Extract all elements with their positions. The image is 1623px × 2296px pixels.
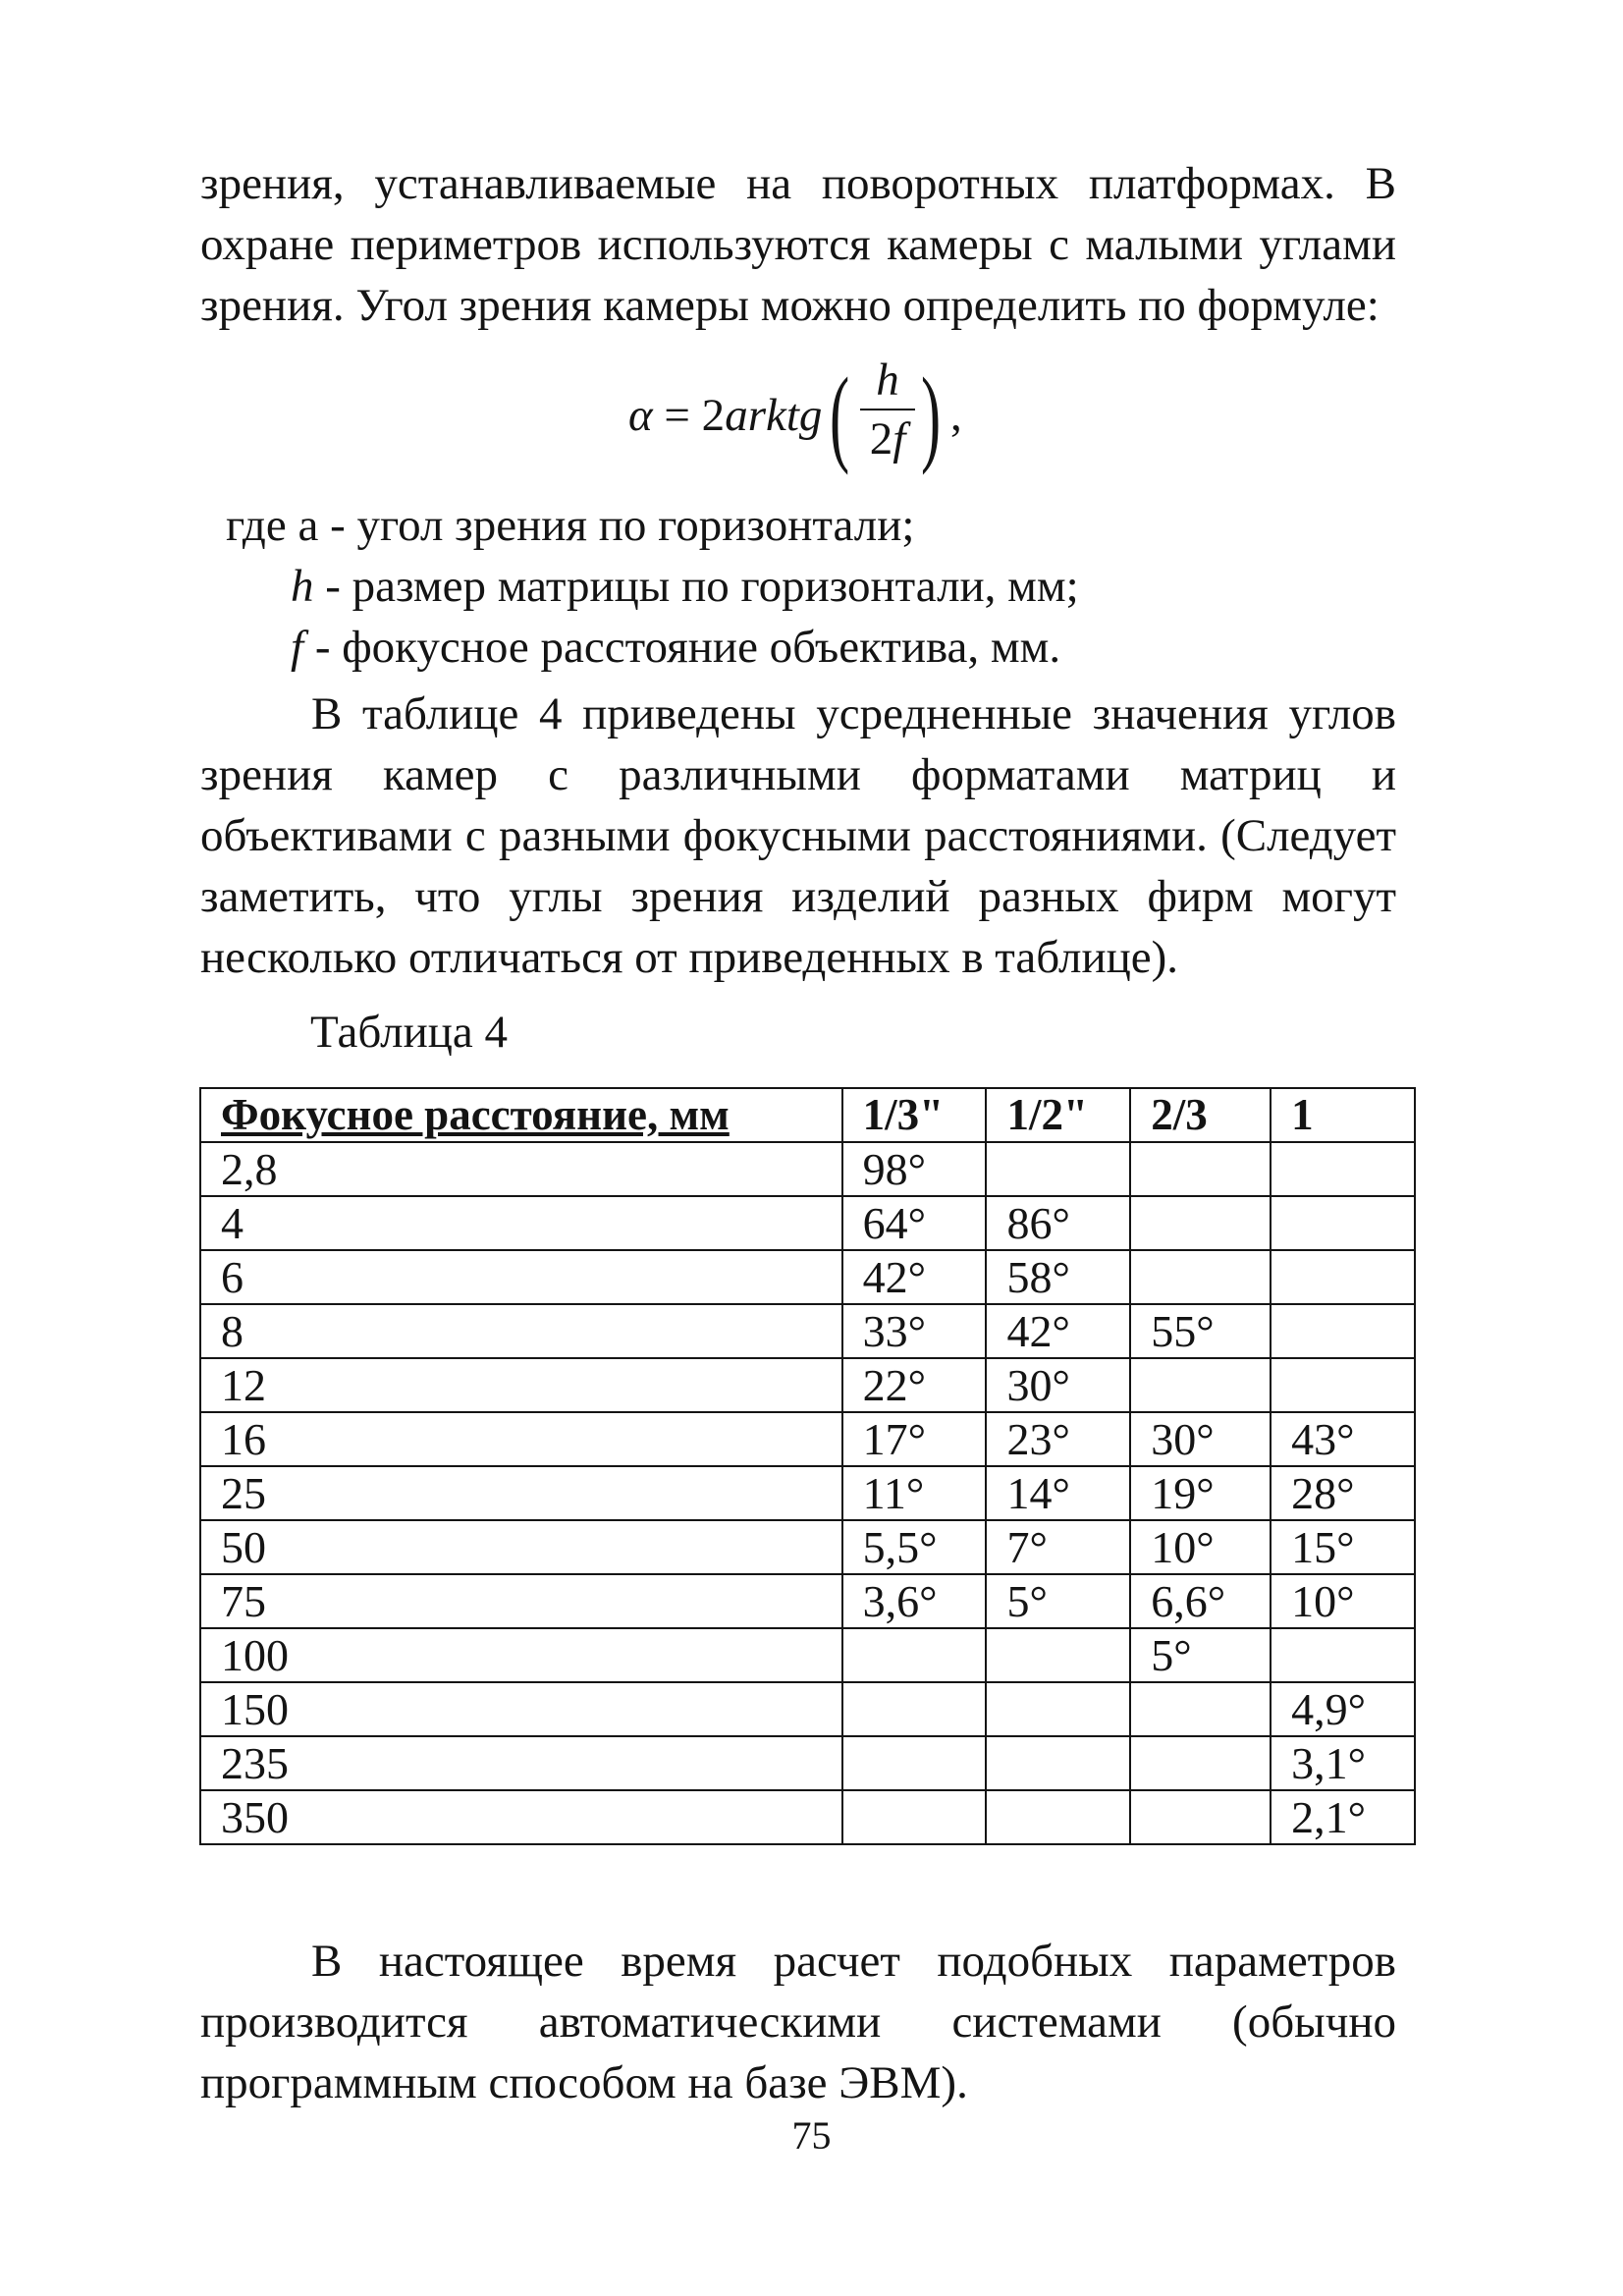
view-angle-cell: 5° [1130, 1628, 1271, 1682]
view-angle-cell: 11° [842, 1466, 987, 1520]
view-angle-cell [1271, 1358, 1415, 1412]
view-angle-cell: 5,5° [842, 1520, 987, 1574]
table-header-row [200, 1088, 1415, 1142]
view-angle-cell: 28° [1271, 1466, 1415, 1520]
table-row [200, 1790, 1415, 1844]
view-angle-cell: 10° [1271, 1574, 1415, 1628]
legend-h [291, 556, 1079, 617]
view-angle-cell: 42° [986, 1304, 1130, 1358]
view-angle-cell [842, 1790, 987, 1844]
view-angle-cell: 30° [1130, 1412, 1271, 1466]
focal-length-cell: 25 [200, 1466, 842, 1520]
formula-numerator: h [876, 355, 899, 406]
formula-fraction [856, 352, 919, 467]
focal-length-cell: 100 [200, 1628, 842, 1682]
view-angle-cell: 5° [986, 1574, 1130, 1628]
view-angle-cell [986, 1682, 1130, 1736]
focal-length-cell: 4 [200, 1196, 842, 1250]
view-angle-cell: 64° [842, 1196, 987, 1250]
focal-length-cell: 350 [200, 1790, 842, 1844]
view-angle-cell: 17° [842, 1412, 987, 1466]
focal-length-table [199, 1087, 1416, 1845]
view-angle-cell: 86° [986, 1196, 1130, 1250]
legend-h-text: - размер матрицы по горизонтали, мм; [313, 561, 1079, 612]
view-angle-cell [842, 1682, 987, 1736]
view-angle-cell: 55° [1130, 1304, 1271, 1358]
view-angle-cell: 33° [842, 1304, 987, 1358]
view-angle-cell [842, 1628, 987, 1682]
focal-length-cell: 50 [200, 1520, 842, 1574]
table-body [200, 1142, 1415, 1844]
view-angle-cell [986, 1628, 1130, 1682]
focal-length-cell: 150 [200, 1682, 842, 1736]
view-angle-cell [1271, 1304, 1415, 1358]
table-row [200, 1304, 1415, 1358]
view-angle-cell: 6,6° [1130, 1574, 1271, 1628]
header-format-2-3: 2/3 [1130, 1088, 1271, 1142]
view-angle-cell [1271, 1628, 1415, 1682]
view-angle-cell [1130, 1682, 1271, 1736]
header-format-1-2: 1/2" [986, 1088, 1130, 1142]
legend-h-symbol: h [291, 561, 314, 612]
legend-f [291, 617, 1060, 678]
table-row [200, 1250, 1415, 1304]
paragraph-intro: зрения, устанавливаемые на поворотных платформах. В охране периметров используются камеры с малыми углами зрения. Угол зрения камеры можно определить по формуле: [200, 158, 1396, 331]
view-angle-cell: 22° [842, 1358, 987, 1412]
view-angle-cell: 30° [986, 1358, 1130, 1412]
view-angle-cell: 4,9° [1271, 1682, 1415, 1736]
legend-f-text: - фокусное расстояние объектива, мм. [303, 622, 1061, 673]
table-row [200, 1358, 1415, 1412]
table-row [200, 1520, 1415, 1574]
formula-left-paren: ( [830, 355, 850, 475]
view-angle-formula [628, 352, 1021, 489]
table-caption: Таблица 4 [310, 1007, 509, 1058]
view-angle-cell [1271, 1196, 1415, 1250]
view-angle-cell [986, 1142, 1130, 1196]
paragraph-conclusion: В настоящее время расчет подобных параметров производится автоматическими системами (обычно программным способом на базе ЭВМ). [200, 1936, 1396, 2108]
view-angle-cell: 2,1° [1271, 1790, 1415, 1844]
view-angle-cell [842, 1736, 987, 1790]
focal-length-cell: 6 [200, 1250, 842, 1304]
view-angle-cell [1130, 1736, 1271, 1790]
table-row [200, 1628, 1415, 1682]
header-focal-length: Фокусное расстояние, мм [200, 1088, 842, 1142]
table-row [200, 1412, 1415, 1466]
focal-length-cell: 16 [200, 1412, 842, 1466]
header-format-1-3: 1/3" [842, 1088, 987, 1142]
header-format-1: 1 [1271, 1088, 1415, 1142]
view-angle-cell: 42° [842, 1250, 987, 1304]
paragraph-table-intro: В таблице 4 приведены усредненные значения углов зрения камер с различными форматами матриц и объективами с разными фокусными расстояниями. (Следует заметить, что углы зрения изделий разных фирм могут несколько отличаться от приведенных в таблице). [200, 688, 1396, 983]
view-angle-cell [1130, 1250, 1271, 1304]
focal-length-cell: 75 [200, 1574, 842, 1628]
table-row [200, 1574, 1415, 1628]
formula-denominator: 2f [869, 413, 906, 465]
view-angle-cell: 58° [986, 1250, 1130, 1304]
formula-lhs: α = 2arktg [628, 390, 823, 441]
formula-right-paren: ) [921, 355, 942, 475]
view-angle-cell: 14° [986, 1466, 1130, 1520]
view-angle-cell [1130, 1142, 1271, 1196]
view-angle-cell: 3,6° [842, 1574, 987, 1628]
focal-length-cell: 8 [200, 1304, 842, 1358]
table-row [200, 1736, 1415, 1790]
view-angle-cell: 23° [986, 1412, 1130, 1466]
formula-comma: , [950, 390, 962, 441]
table-row [200, 1142, 1415, 1196]
legend-alpha: где а - угол зрения по горизонтали; [226, 500, 915, 551]
legend-f-symbol: f [291, 622, 304, 673]
table-row [200, 1466, 1415, 1520]
view-angle-cell [1271, 1142, 1415, 1196]
view-angle-cell: 10° [1130, 1520, 1271, 1574]
view-angle-cell [986, 1790, 1130, 1844]
view-angle-cell: 43° [1271, 1412, 1415, 1466]
view-angle-cell: 98° [842, 1142, 987, 1196]
focal-length-cell: 2,8 [200, 1142, 842, 1196]
table-row [200, 1682, 1415, 1736]
view-angle-cell [986, 1736, 1130, 1790]
view-angle-cell: 19° [1130, 1466, 1271, 1520]
view-angle-cell: 15° [1271, 1520, 1415, 1574]
view-angle-cell [1130, 1790, 1271, 1844]
view-angle-cell: 3,1° [1271, 1736, 1415, 1790]
view-angle-cell [1130, 1196, 1271, 1250]
table-row [200, 1196, 1415, 1250]
focal-length-cell: 235 [200, 1736, 842, 1790]
view-angle-cell [1130, 1358, 1271, 1412]
view-angle-cell [1271, 1250, 1415, 1304]
view-angle-cell: 7° [986, 1520, 1130, 1574]
focal-length-cell: 12 [200, 1358, 842, 1412]
page-number: 75 [791, 2113, 832, 2158]
